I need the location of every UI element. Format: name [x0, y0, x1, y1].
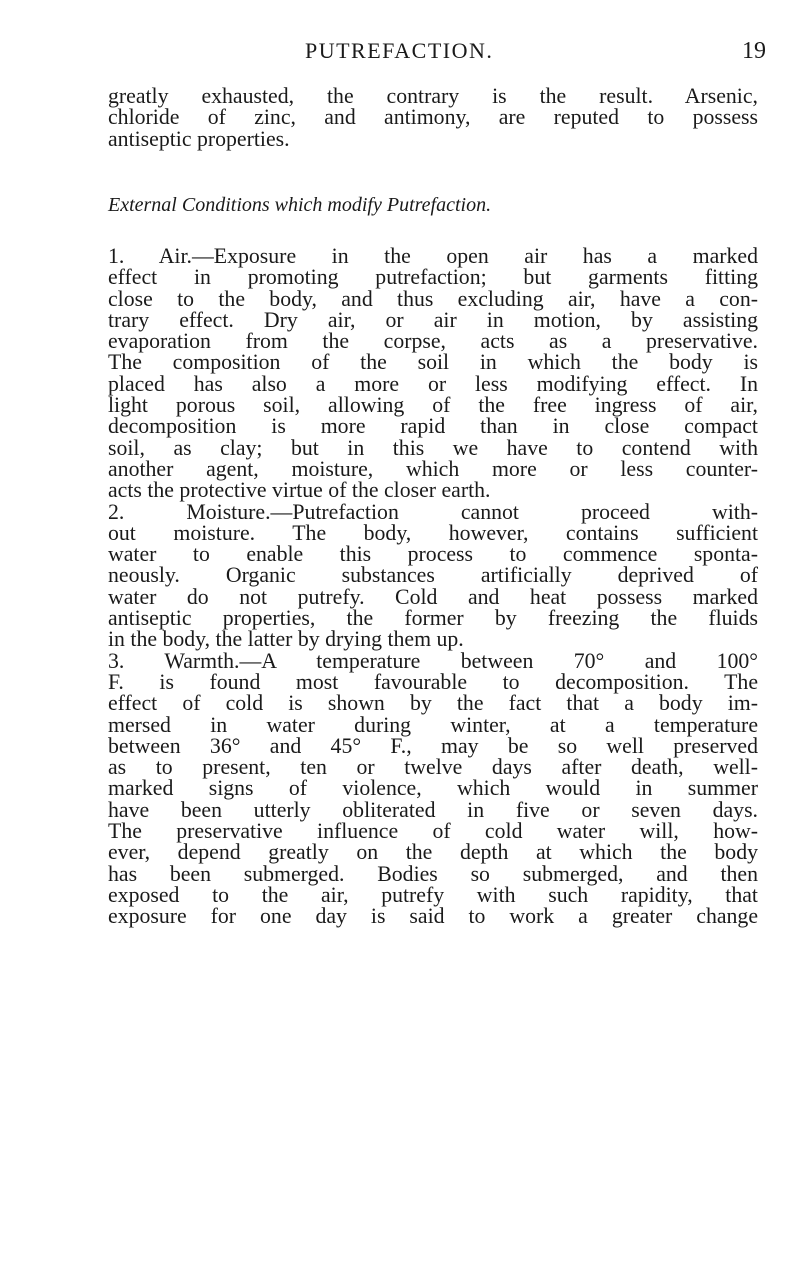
- running-head-title: PUTREFACTION.: [305, 38, 494, 63]
- text-line: trary effect. Dry air, or air in motion, by assisting: [108, 307, 758, 332]
- text-line: marked signs of violence, which would in summer: [108, 776, 758, 801]
- text-line: between 36° and 45° F., may be so well preserved: [108, 733, 758, 758]
- text-line: antiseptic properties, the former by freezing the fluids: [108, 606, 758, 631]
- text-line: F. is found most favourable to decomposition. The: [108, 669, 758, 694]
- text-line: close to the body, and thus excluding air, have a con-: [108, 286, 758, 311]
- text-line: have been utterly obliterated in five or seven days.: [108, 797, 758, 822]
- text-line: light porous soil, allowing of the free ingress of air,: [108, 393, 758, 418]
- text-line: effect of cold is shown by the fact that a body im-: [108, 691, 758, 716]
- page-number: 19: [742, 38, 766, 64]
- text-line: effect in promoting putrefaction; but garments fitting: [108, 265, 758, 290]
- intro-paragraph: [108, 86, 758, 150]
- text-line: out moisture. The body, however, contains sufficient: [108, 520, 758, 545]
- text-line: The composition of the soil in which the body is: [108, 350, 758, 375]
- text-line: exposure for one day is said to work a greater change: [108, 904, 758, 929]
- text-line: The preservative influence of cold water will, how-: [108, 819, 758, 844]
- section-heading: External Conditions which modify Putrefaction.: [108, 194, 492, 216]
- text-line: acts the protective virtue of the closer earth.: [108, 478, 491, 503]
- text-line: soil, as clay; but in this we have to contend with: [108, 435, 758, 460]
- text-line: mersed in water during winter, at a temperature: [108, 712, 758, 737]
- text-line: decomposition is more rapid than in close compact: [108, 414, 758, 439]
- text-line: water to enable this process to commence sponta-: [108, 542, 758, 567]
- text-line: water do not putrefy. Cold and heat possess marked: [108, 584, 758, 609]
- text-line: exposed to the air, putrefy with such rapidity, that: [108, 882, 758, 907]
- text-line: another agent, moisture, which more or less counter-: [108, 456, 758, 481]
- text-line: 3. Warmth.—A temperature between 70° and 100°: [108, 648, 758, 673]
- text-line: has been submerged. Bodies so submerged, and then: [108, 861, 758, 886]
- text-line: greatly exhausted, the contrary is the result. Arsenic,: [108, 84, 758, 108]
- text-line: 1. Air.—Exposure in the open air has a marked: [108, 244, 758, 268]
- body-text: [108, 246, 758, 928]
- text-line: neously. Organic substances artificially deprived of: [108, 563, 758, 588]
- text-line: placed has also a more or less modifying effect. In: [108, 371, 758, 396]
- text-line: antiseptic properties.: [108, 126, 290, 151]
- text-line: 2. Moisture.—Putrefaction cannot proceed with-: [108, 499, 758, 524]
- text-line: chloride of zinc, and antimony, are reputed to possess: [108, 105, 758, 130]
- text-line: as to present, ten or twelve days after death, well-: [108, 755, 758, 780]
- text-line: ever, depend greatly on the depth at which the body: [108, 840, 758, 865]
- text-line: in the body, the latter by drying them up.: [108, 627, 464, 652]
- text-line: evaporation from the corpse, acts as a preservative.: [108, 329, 758, 354]
